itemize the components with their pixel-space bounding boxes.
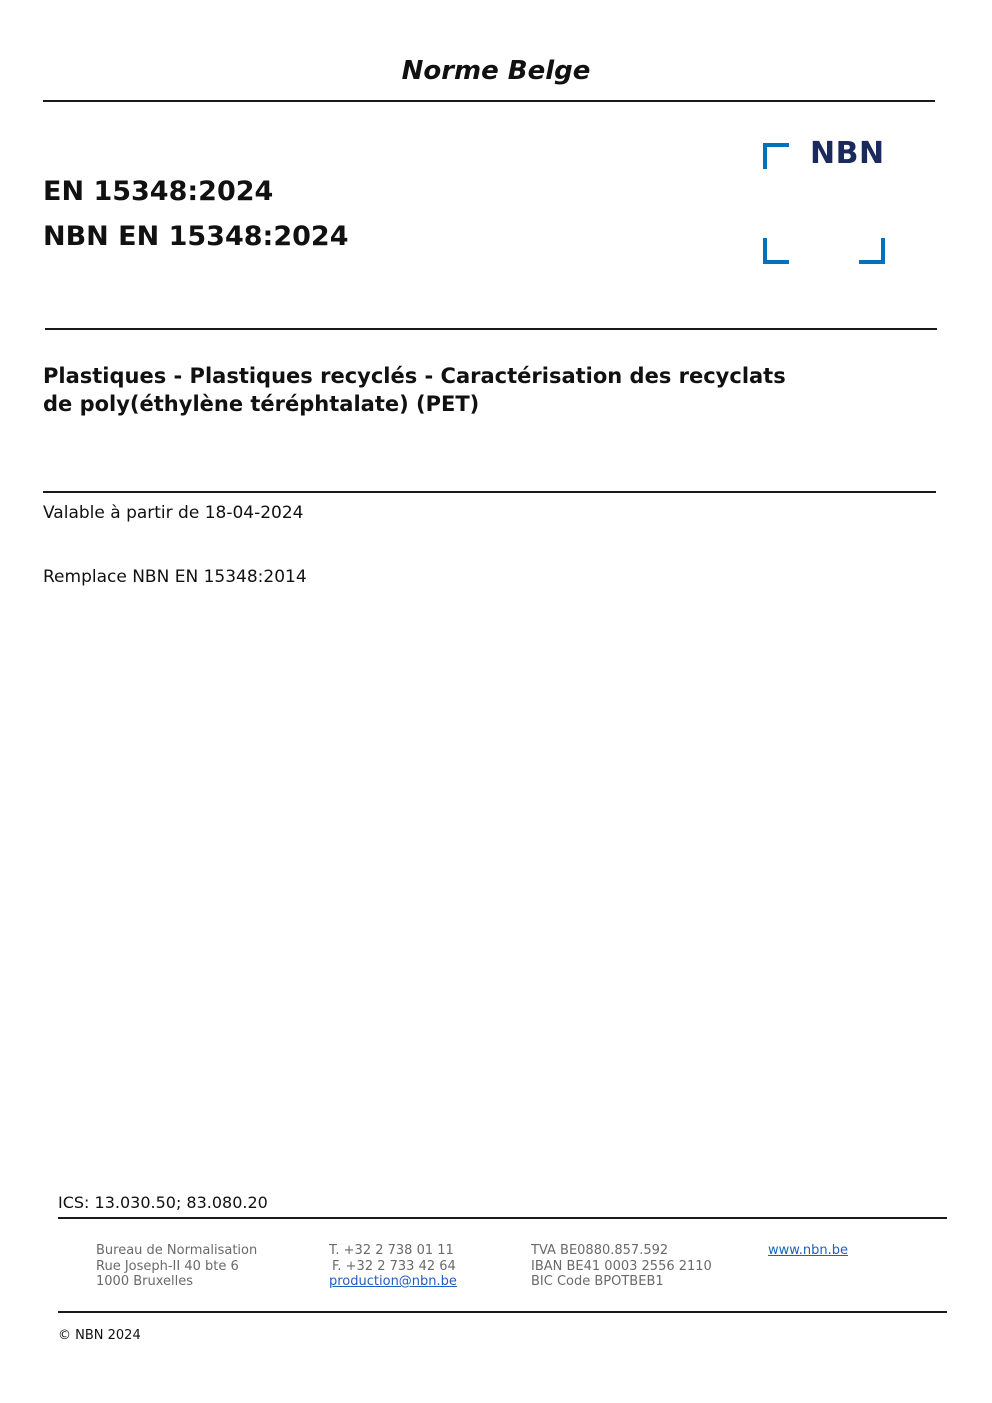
ics-codes: ICS: 13.030.50; 83.080.20: [58, 1193, 268, 1212]
standard-code-nbn: NBN EN 15348:2024: [43, 221, 349, 252]
footer-address: [96, 1243, 257, 1290]
bic-code: BIC Code BPOTBEB1: [531, 1274, 664, 1289]
replaces-standard: Remplace NBN EN 15348:2014: [43, 567, 307, 587]
address-line: Bureau de Normalisation: [96, 1243, 258, 1258]
standard-code-en: EN 15348:2024: [43, 176, 274, 207]
title-divider-bottom: [43, 491, 936, 493]
logo-corner-bottom-left: [763, 238, 789, 264]
title-divider-top: [45, 328, 937, 330]
website-link[interactable]: www.nbn.be: [768, 1243, 848, 1258]
logo-corner-bottom-right: [859, 238, 885, 264]
address-line: Rue Joseph-II 40 bte 6: [96, 1258, 239, 1274]
fax-number: F. +32 2 733 42 64: [332, 1258, 456, 1274]
page-header-title: Norme Belge: [401, 56, 591, 86]
footer-contact: [329, 1243, 457, 1290]
document-title: [43, 362, 903, 418]
document-title-line2: de poly(éthylène téréphtalate) (PET): [43, 392, 480, 416]
email-link[interactable]: production@nbn.be: [329, 1274, 457, 1289]
copyright-notice: © NBN 2024: [58, 1328, 141, 1343]
valid-from-date: Valable à partir de 18-04-2024: [43, 503, 304, 523]
document-title-line1: Plastiques - Plastiques recyclés - Caractérisation des recyclats: [43, 364, 786, 388]
vat-number: TVA BE0880.857.592: [531, 1243, 669, 1258]
footer-divider-top: [58, 1217, 947, 1219]
logo-corner-top-left: [763, 143, 789, 169]
address-line: 1000 Bruxelles: [96, 1274, 194, 1289]
iban-number: IBAN BE41 0003 2556 2110: [531, 1258, 712, 1274]
header-divider: [43, 100, 935, 102]
logo-text: NBN: [810, 136, 885, 171]
footer-banking: [531, 1243, 712, 1290]
footer-divider-bottom: [58, 1311, 947, 1313]
phone-number: T. +32 2 738 01 11: [329, 1243, 454, 1258]
footer-website: [768, 1243, 848, 1259]
